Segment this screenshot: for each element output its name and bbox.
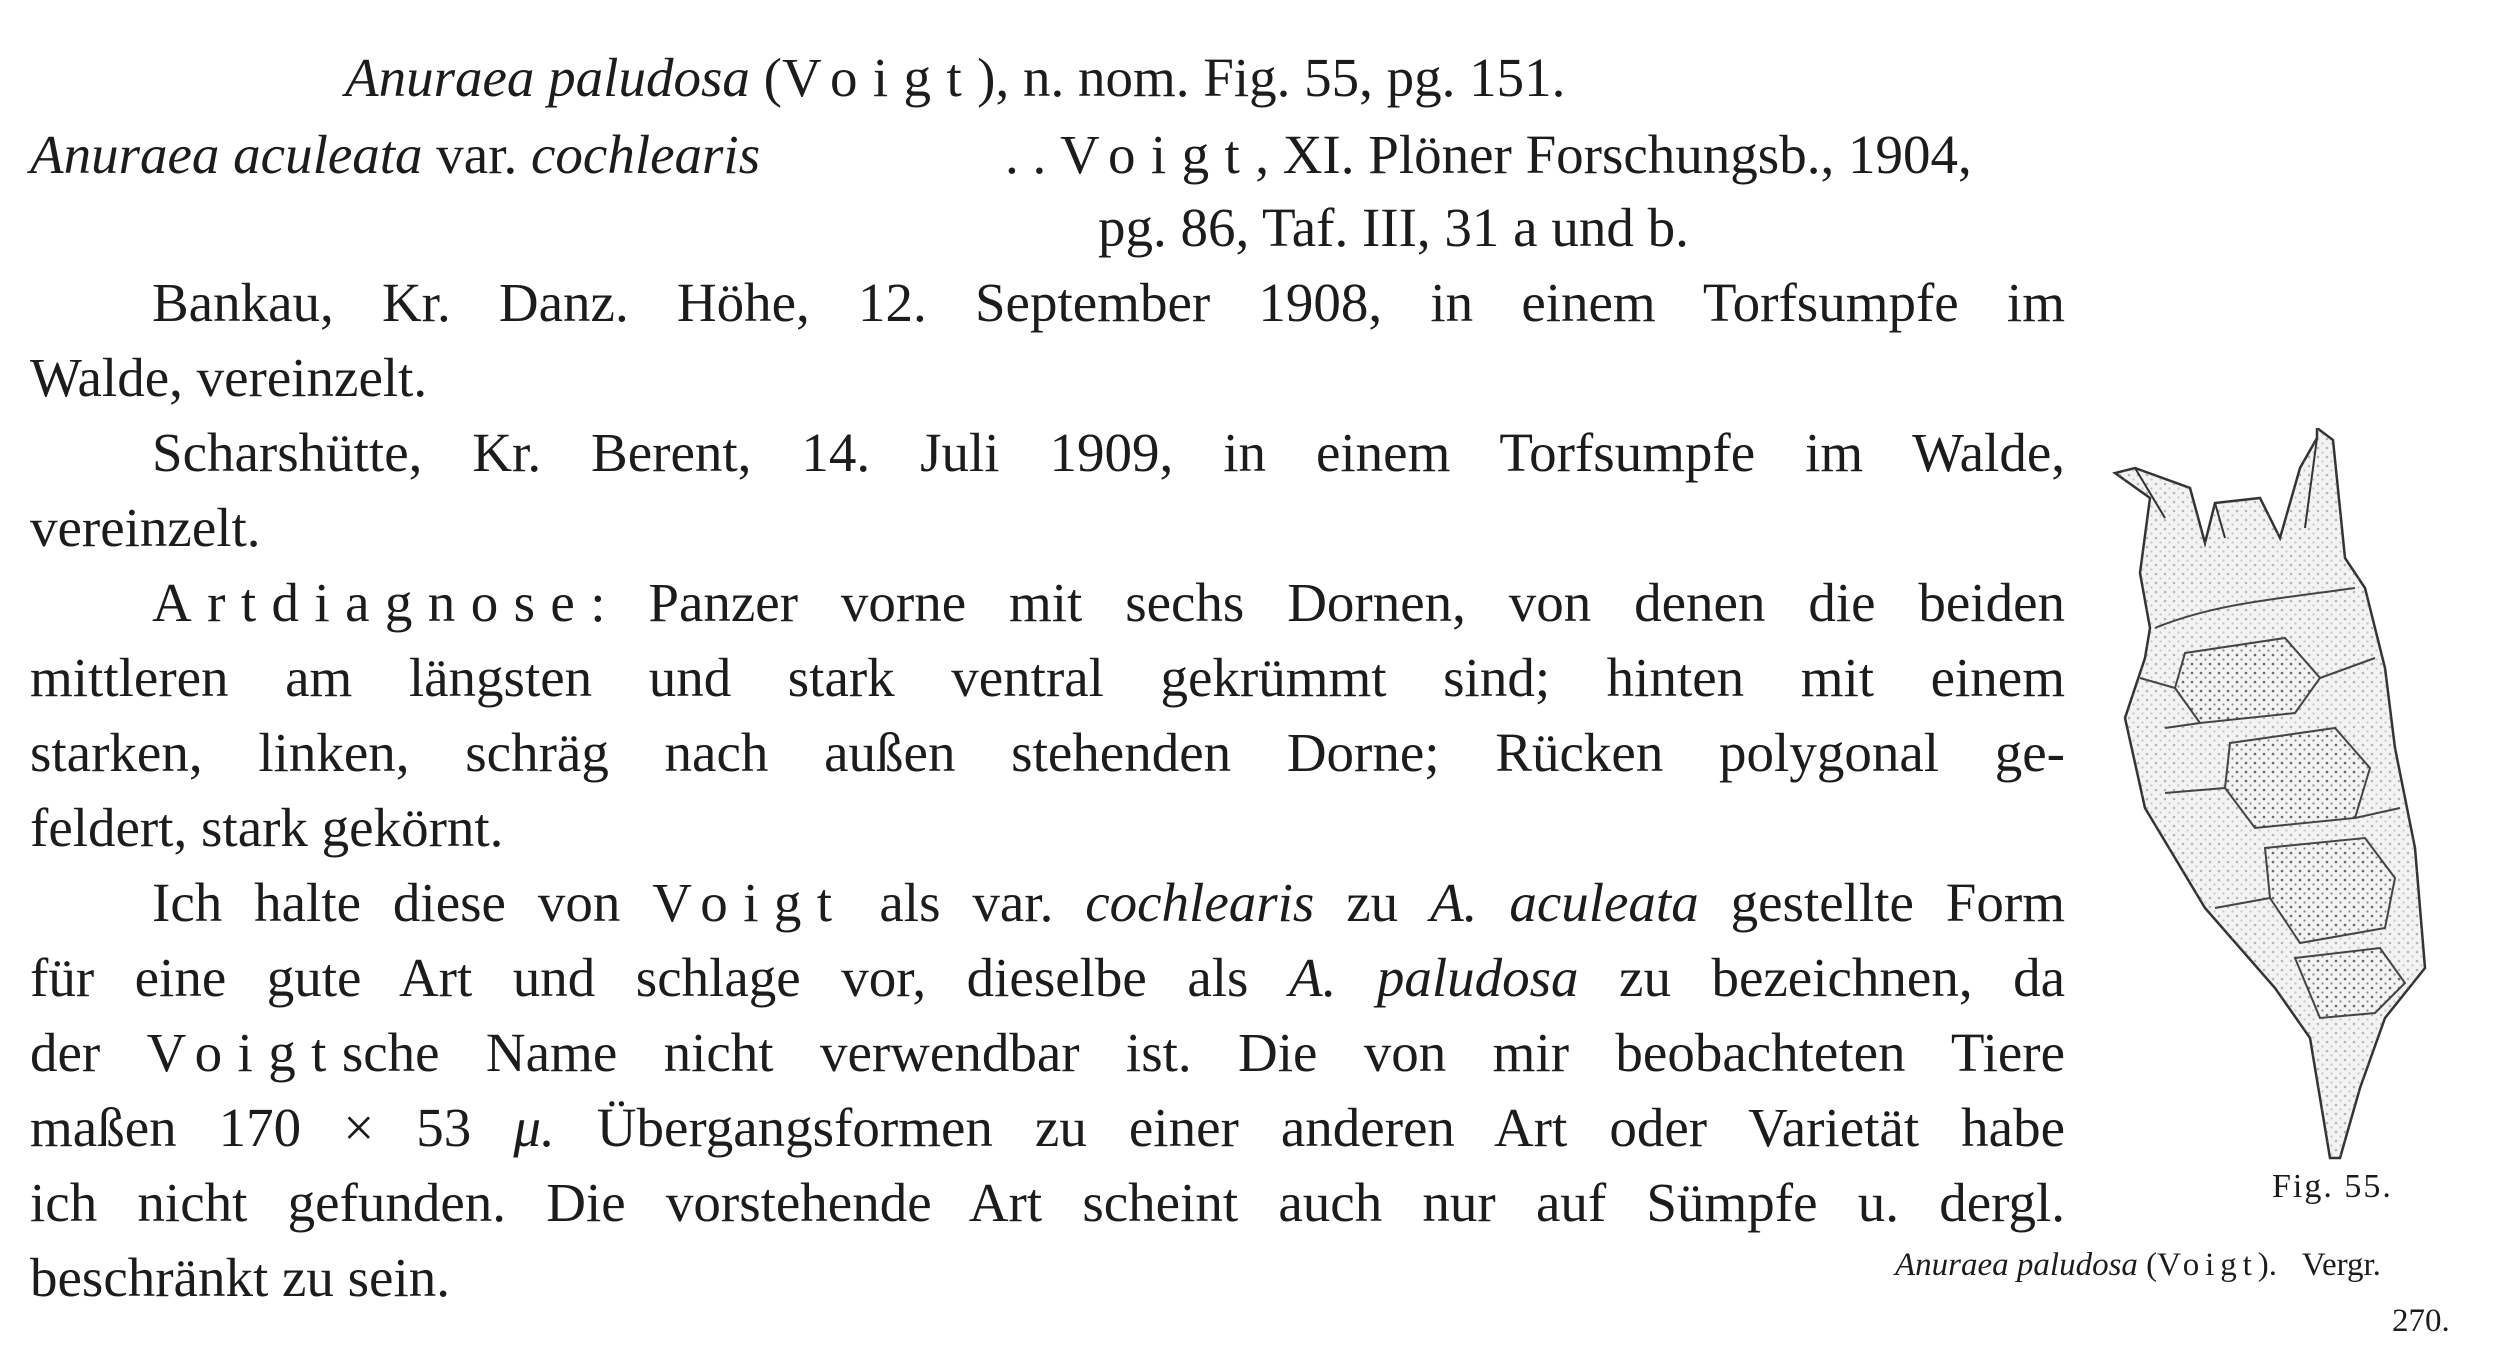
synonym-line-1 [30,124,2065,186]
synonym-ref1: , XI. Plöner Forschungsb., 1904, [1255,124,1972,185]
species-heading: Anuraea paludosa (Voigt), n. nom. Fig. 55, pg. 151. [345,47,1566,108]
synonym-varname: cochlearis [531,124,761,185]
synonym-dots: . . [1005,124,1047,185]
discussion-text: für eine gute Art und schlage vor, dieselbe als [30,947,1289,1008]
species-name: A. paludosa [1288,947,1579,1008]
heading-reference: ), n. nom. Fig. 55, pg. 151. [977,47,1566,108]
discussion-text: sche Name nicht verwendbar ist. Die von mir beobachteten Tiere [341,1022,2065,1083]
figure-caption: Anuraea paludosa (Voigt). Vergr. [1895,1247,2381,1283]
locality-1-line-2: Walde, vereinzelt. [30,347,428,408]
discussion-text: als var. [847,872,1086,933]
discussion-text: Ich halte diese von [152,872,653,933]
heading-author: Voigt [781,47,978,108]
diagnosis-text-1: : Panzer vorne mit sechs Dornen, von denen die beiden [590,572,2065,633]
discussion-line-3 [30,1022,2065,1084]
synonym-reference [1005,124,1972,186]
rotifer-illustration [2055,428,2500,1168]
discussion-line-2 [30,947,2065,1009]
discussion-line-1 [152,872,2065,934]
synonym-author: Voigt [1060,124,1256,185]
figure-label: Fig. 55. [2272,1168,2393,1205]
locality-2-line-1: Scharshütte, Kr. Berent, 14. Juli 1909, in einem Torfsumpfe im Walde, [152,422,2065,483]
discussion-text: gestellte Form [1698,872,2065,933]
species-name: A. aculeata [1430,872,1699,933]
discussion-text: maßen 170 × 53 [30,1097,514,1158]
diagnosis-line-2: mittleren am längsten und stark ventral gekrümmt sind; hinten mit einem [30,647,2065,708]
locality-2-line-2: vereinzelt. [30,497,261,558]
diagnosis-line-3: starken, linken, schräg nach außen stehenden Dorne; Rücken polygonal ge- [30,722,2065,783]
author-name: Voigt [652,872,848,933]
variety-name: cochlearis [1085,872,1315,933]
synonym-name: Anuraea aculeata [30,124,423,185]
discussion-text: zu [1314,872,1431,933]
discussion-line-4 [30,1097,2065,1159]
synonym-var: var. [436,124,518,185]
caption-author: Voigt [2157,1247,2258,1283]
author-name: Voigt [146,1022,342,1083]
micron-unit: μ. [513,1097,555,1158]
discussion-text: der [30,1022,147,1083]
caption-species: Anuraea paludosa [1895,1247,2138,1283]
caption-vergr: Vergr. [2301,1247,2381,1283]
diagnosis-line-1 [152,572,2065,634]
discussion-line-6: beschränkt zu sein. [30,1247,450,1308]
diagnosis-label: Artdiagnose [152,572,591,633]
synonym-line-2: pg. 86, Taf. III, 31 a und b. [1098,197,1689,258]
discussion-line-5: ich nicht gefunden. Die vorstehende Art scheint auch nur auf Sümpfe u. dergl. [30,1172,2065,1233]
heading-species-name: Anuraea paludosa [345,47,750,108]
discussion-text: zu bezeichnen, da [1578,947,2066,1008]
discussion-text: Übergangsformen zu einer anderen Art oder Varietät habe [554,1097,2066,1158]
caption-magnification: 270. [2392,1303,2450,1339]
locality-1-line-1: Bankau, Kr. Danz. Höhe, 12. September 1908, in einem Torfsumpfe im [152,272,2065,333]
diagnosis-line-4: feldert, stark gekörnt. [30,797,504,858]
